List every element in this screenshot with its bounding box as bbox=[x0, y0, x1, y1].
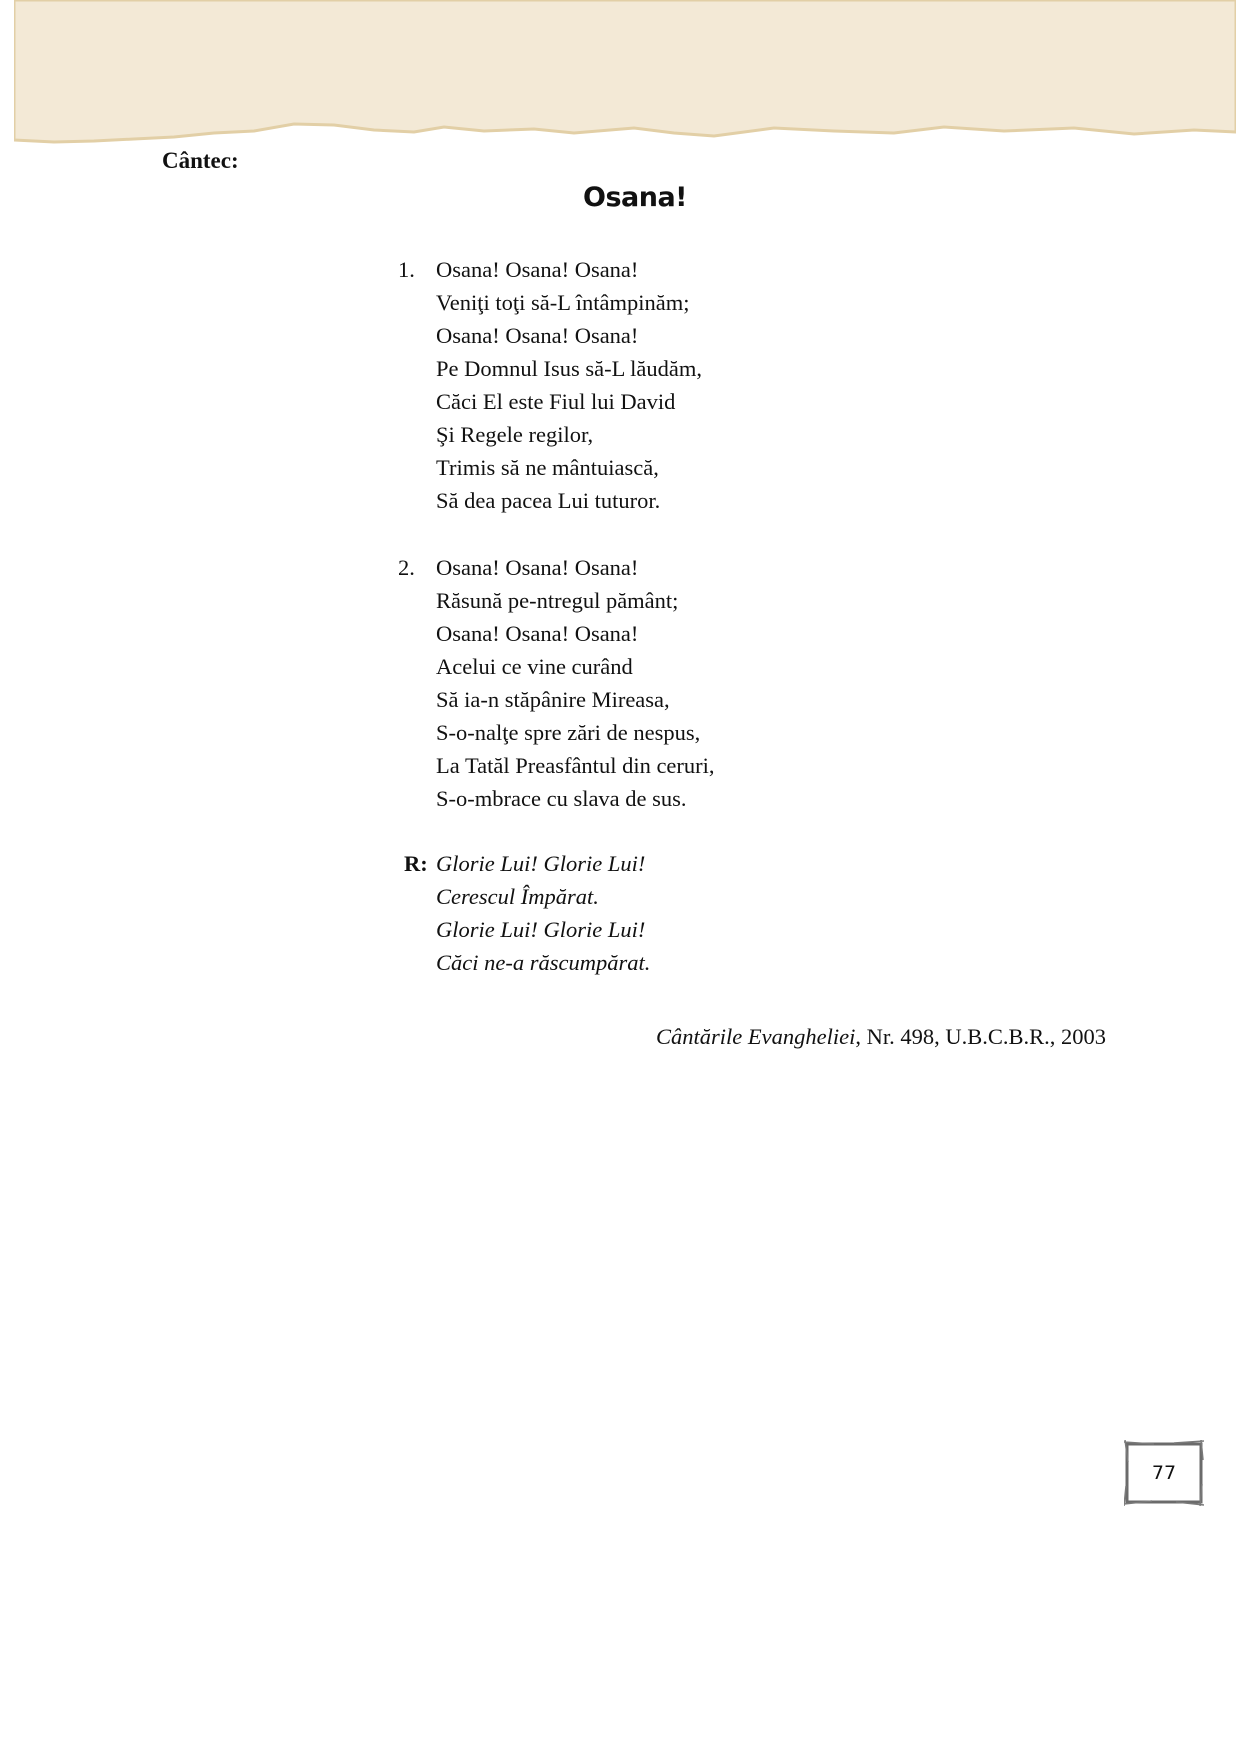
lyric-line: Răsună pe-ntregul pământ; bbox=[436, 588, 679, 613]
lyric-line: Trimis să ne mântuiască, bbox=[436, 455, 659, 480]
lyric-line: Să ia-n stăpânire Mireasa, bbox=[436, 687, 670, 712]
lyric-line: Acelui ce vine curând bbox=[436, 654, 633, 679]
lyric-line: La Tatăl Preasfântul din ceruri, bbox=[436, 753, 715, 778]
lyric-line: S-o-nalţe spre zări de nespus, bbox=[436, 720, 701, 745]
citation-book: Cântările Evangheliei bbox=[656, 1024, 856, 1049]
lyric-line: Şi Regele regilor, bbox=[436, 422, 594, 447]
refrain-label: R: bbox=[404, 851, 428, 876]
section-heading: Cântec: bbox=[162, 148, 239, 173]
page-number: 77 bbox=[1151, 1462, 1177, 1484]
torn-paper-header bbox=[14, 0, 1236, 150]
stanza-1 bbox=[398, 253, 702, 517]
refrain-line: Căci ne-a răscumpărat. bbox=[436, 950, 651, 975]
lyric-line: Osana! Osana! Osana! bbox=[436, 257, 639, 282]
refrain-line: Glorie Lui! Glorie Lui! bbox=[436, 917, 646, 942]
page-number-box bbox=[1124, 1440, 1204, 1506]
stanza-number: 2. bbox=[398, 555, 415, 580]
lyric-line: Osana! Osana! Osana! bbox=[436, 555, 639, 580]
lyric-line: Să dea pacea Lui tuturor. bbox=[436, 488, 661, 513]
source-citation bbox=[656, 1024, 1106, 1050]
refrain-line: Cerescul Împărat. bbox=[436, 884, 599, 909]
lyric-line: S-o-mbrace cu slava de sus. bbox=[436, 786, 687, 811]
lyric-line: Osana! Osana! Osana! bbox=[436, 323, 639, 348]
lyric-line: Pe Domnul Isus să-L lăudăm, bbox=[436, 356, 703, 381]
lyric-line: Osana! Osana! Osana! bbox=[436, 621, 639, 646]
lyric-line: Căci El este Fiul lui David bbox=[436, 389, 676, 414]
refrain bbox=[398, 847, 650, 979]
song-title: Osana! bbox=[583, 182, 687, 213]
lyric-line: Veniţi toţi să-L întâmpinăm; bbox=[436, 290, 690, 315]
stanza-number: 1. bbox=[398, 257, 415, 282]
stanza-2 bbox=[398, 551, 715, 815]
citation-details: , Nr. 498, U.B.C.B.R., 2003 bbox=[855, 1024, 1106, 1049]
refrain-line: Glorie Lui! Glorie Lui! bbox=[436, 851, 646, 876]
